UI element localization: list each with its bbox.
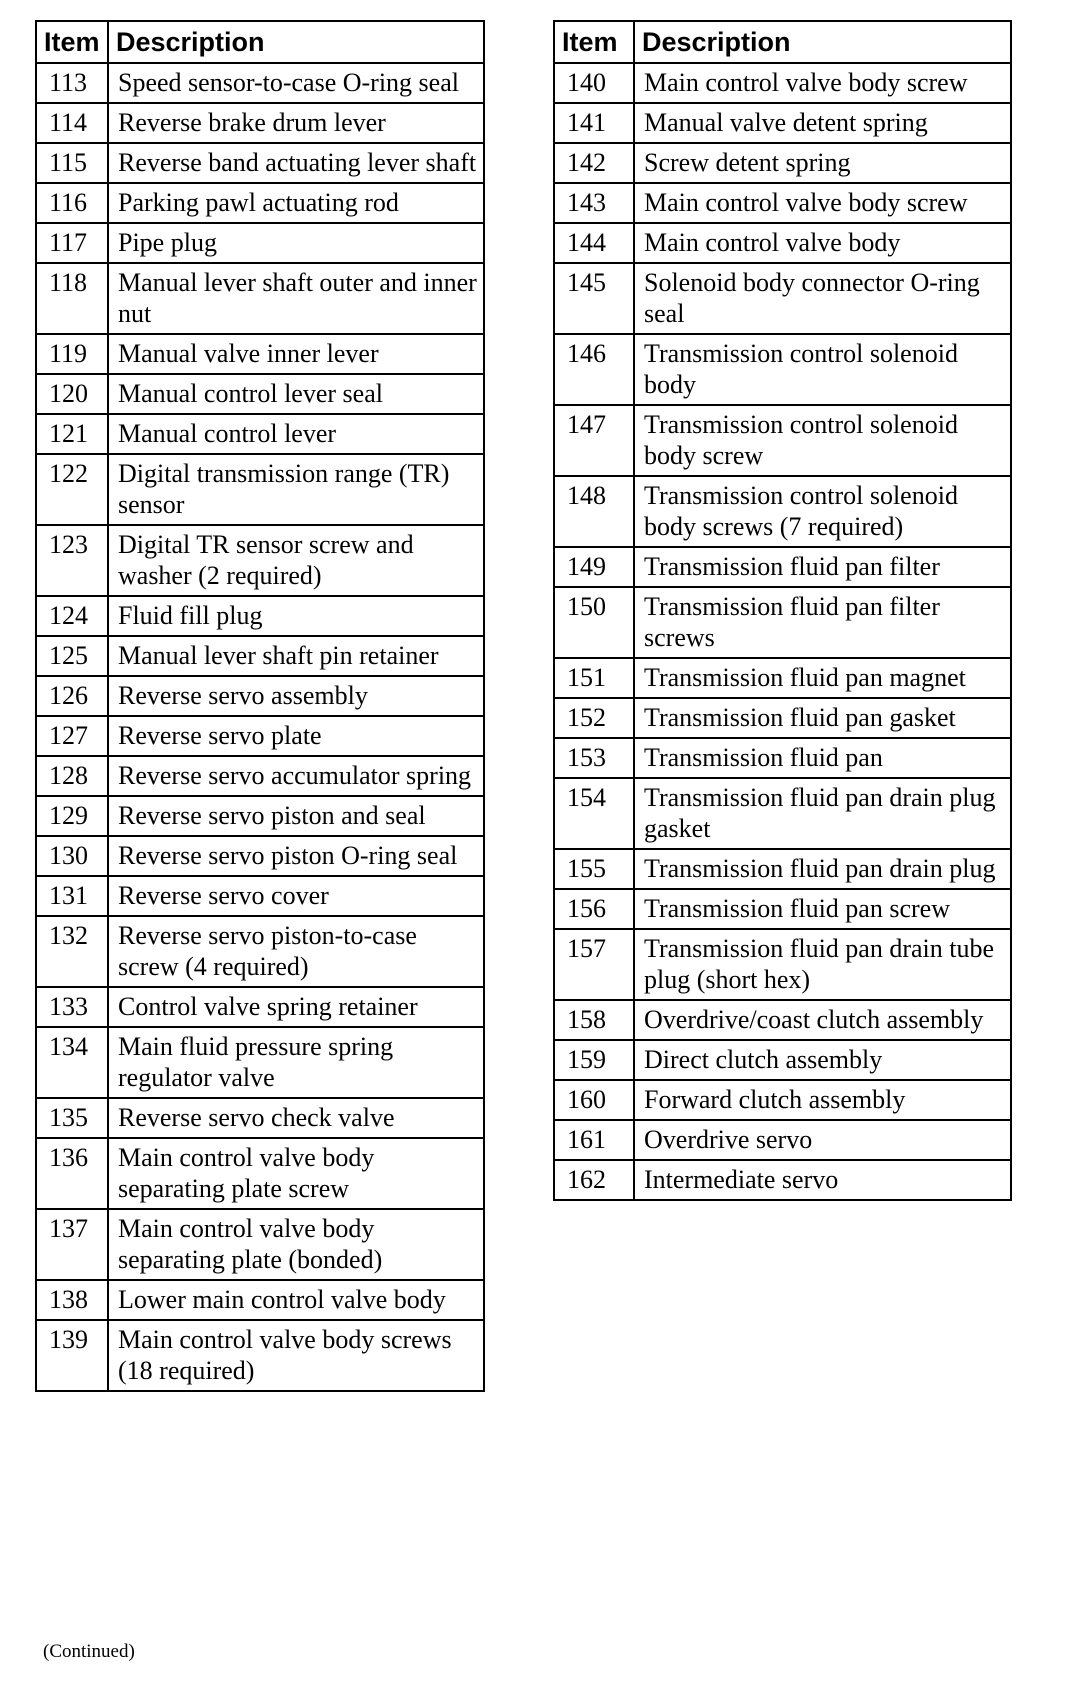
item-description: Pipe plug [108,223,484,263]
item-number: 124 [36,596,108,636]
item-number: 158 [554,1000,634,1040]
item-number: 155 [554,849,634,889]
item-description: Reverse servo piston O-ring seal [108,836,484,876]
item-description: Transmission fluid pan gasket [634,698,1011,738]
item-number: 160 [554,1080,634,1120]
item-number: 161 [554,1120,634,1160]
item-number: 140 [554,63,634,103]
item-number: 125 [36,636,108,676]
table-row [36,756,484,796]
item-description: Speed sensor-to-case O-ring seal [108,63,484,103]
item-number: 145 [554,263,634,334]
parts-table-right [553,20,1012,1201]
table-row [554,1080,1011,1120]
item-description: Overdrive servo [634,1120,1011,1160]
table-row [36,183,484,223]
table-row [554,587,1011,658]
item-number: 117 [36,223,108,263]
item-number: 126 [36,676,108,716]
item-description: Main control valve body screw [634,183,1011,223]
item-number: 134 [36,1027,108,1098]
item-number: 147 [554,405,634,476]
table-row [36,987,484,1027]
item-number: 149 [554,547,634,587]
table-row [554,849,1011,889]
item-description: Transmission fluid pan [634,738,1011,778]
table-row [36,454,484,525]
table-body [554,63,1011,1200]
item-description: Manual control lever [108,414,484,454]
item-description: Intermediate servo [634,1160,1011,1200]
item-description: Manual lever shaft pin retainer [108,636,484,676]
table-row [36,143,484,183]
item-number: 127 [36,716,108,756]
item-description: Main control valve body separating plate (bonded) [108,1209,484,1280]
item-description: Manual control lever seal [108,374,484,414]
table-row [36,1027,484,1098]
table-row [554,1040,1011,1080]
parts-table-left [35,20,485,1392]
item-number: 130 [36,836,108,876]
table-body [36,63,484,1391]
item-description: Manual valve detent spring [634,103,1011,143]
item-description: Transmission fluid pan filter screws [634,587,1011,658]
item-description: Solenoid body connector O-ring seal [634,263,1011,334]
table-row [36,876,484,916]
table-row [554,698,1011,738]
table-row [554,63,1011,103]
item-description: Transmission fluid pan screw [634,889,1011,929]
item-description: Transmission fluid pan drain plug gasket [634,778,1011,849]
item-description: Parking pawl actuating rod [108,183,484,223]
table-row [554,889,1011,929]
continued-note: (Continued) [43,1641,135,1662]
table-row [36,676,484,716]
item-number: 148 [554,476,634,547]
table-row [36,525,484,596]
item-number: 132 [36,916,108,987]
table-row [36,716,484,756]
item-number: 156 [554,889,634,929]
table-row [36,334,484,374]
table-row [554,223,1011,263]
item-description: Reverse servo plate [108,716,484,756]
table-row [36,596,484,636]
table-row [554,929,1011,1000]
item-number: 162 [554,1160,634,1200]
table-row [554,658,1011,698]
item-number: 121 [36,414,108,454]
item-description: Reverse servo accumulator spring [108,756,484,796]
table-row [554,103,1011,143]
item-number: 146 [554,334,634,405]
item-number: 133 [36,987,108,1027]
table-header-row [554,21,1011,63]
item-description: Digital TR sensor screw and washer (2 required) [108,525,484,596]
table-row [554,778,1011,849]
item-number: 136 [36,1138,108,1209]
item-description: Fluid fill plug [108,596,484,636]
item-description: Direct clutch assembly [634,1040,1011,1080]
table-row [554,263,1011,334]
item-description: Control valve spring retainer [108,987,484,1027]
item-description: Lower main control valve body [108,1280,484,1320]
item-number: 137 [36,1209,108,1280]
item-description: Reverse servo piston and seal [108,796,484,836]
item-description: Reverse servo assembly [108,676,484,716]
item-description: Main control valve body separating plate screw [108,1138,484,1209]
item-description: Reverse servo check valve [108,1098,484,1138]
table-row [554,738,1011,778]
table-row [36,836,484,876]
table-row [554,405,1011,476]
item-number: 139 [36,1320,108,1391]
item-number: 151 [554,658,634,698]
item-description: Overdrive/coast clutch assembly [634,1000,1011,1040]
header-description: Description [108,21,484,63]
item-number: 129 [36,796,108,836]
header-item: Item [554,21,634,63]
table-header-row [36,21,484,63]
table-row [36,1280,484,1320]
item-number: 159 [554,1040,634,1080]
item-number: 135 [36,1098,108,1138]
header-description: Description [634,21,1011,63]
item-description: Transmission fluid pan drain plug [634,849,1011,889]
item-number: 122 [36,454,108,525]
item-description: Reverse band actuating lever shaft [108,143,484,183]
item-number: 141 [554,103,634,143]
item-description: Transmission fluid pan magnet [634,658,1011,698]
item-number: 143 [554,183,634,223]
table-row [554,547,1011,587]
table-row [554,143,1011,183]
item-number: 154 [554,778,634,849]
item-description: Transmission control solenoid body screws (7 required) [634,476,1011,547]
item-description: Transmission fluid pan filter [634,547,1011,587]
item-number: 113 [36,63,108,103]
table-row [554,1120,1011,1160]
item-number: 153 [554,738,634,778]
table-row [36,63,484,103]
table-row [554,476,1011,547]
item-description: Main control valve body screws (18 required) [108,1320,484,1391]
item-number: 119 [36,334,108,374]
item-number: 115 [36,143,108,183]
item-description: Transmission fluid pan drain tube plug (short hex) [634,929,1011,1000]
item-number: 123 [36,525,108,596]
table-row [554,183,1011,223]
table-row [554,334,1011,405]
table-row [36,636,484,676]
item-description: Screw detent spring [634,143,1011,183]
item-description: Manual lever shaft outer and inner nut [108,263,484,334]
item-description: Digital transmission range (TR) sensor [108,454,484,525]
header-item: Item [36,21,108,63]
item-description: Transmission control solenoid body [634,334,1011,405]
item-description: Forward clutch assembly [634,1080,1011,1120]
item-description: Main control valve body [634,223,1011,263]
item-number: 131 [36,876,108,916]
table-row [36,263,484,334]
item-description: Transmission control solenoid body screw [634,405,1011,476]
table-row [554,1160,1011,1200]
item-number: 152 [554,698,634,738]
table-row [36,1209,484,1280]
table-row [36,1138,484,1209]
table-row [36,374,484,414]
table-row [36,103,484,143]
table-row [36,1098,484,1138]
item-description: Reverse servo cover [108,876,484,916]
table-row [36,1320,484,1391]
table-row [554,1000,1011,1040]
table-row [36,414,484,454]
table-row [36,916,484,987]
item-number: 114 [36,103,108,143]
item-number: 120 [36,374,108,414]
table-row [36,223,484,263]
item-description: Main fluid pressure spring regulator valve [108,1027,484,1098]
table-row [36,796,484,836]
item-number: 142 [554,143,634,183]
item-number: 144 [554,223,634,263]
item-description: Manual valve inner lever [108,334,484,374]
item-description: Reverse servo piston-to-case screw (4 required) [108,916,484,987]
item-number: 116 [36,183,108,223]
item-number: 118 [36,263,108,334]
item-number: 150 [554,587,634,658]
item-number: 138 [36,1280,108,1320]
item-number: 157 [554,929,634,1000]
item-description: Main control valve body screw [634,63,1011,103]
item-number: 128 [36,756,108,796]
item-description: Reverse brake drum lever [108,103,484,143]
